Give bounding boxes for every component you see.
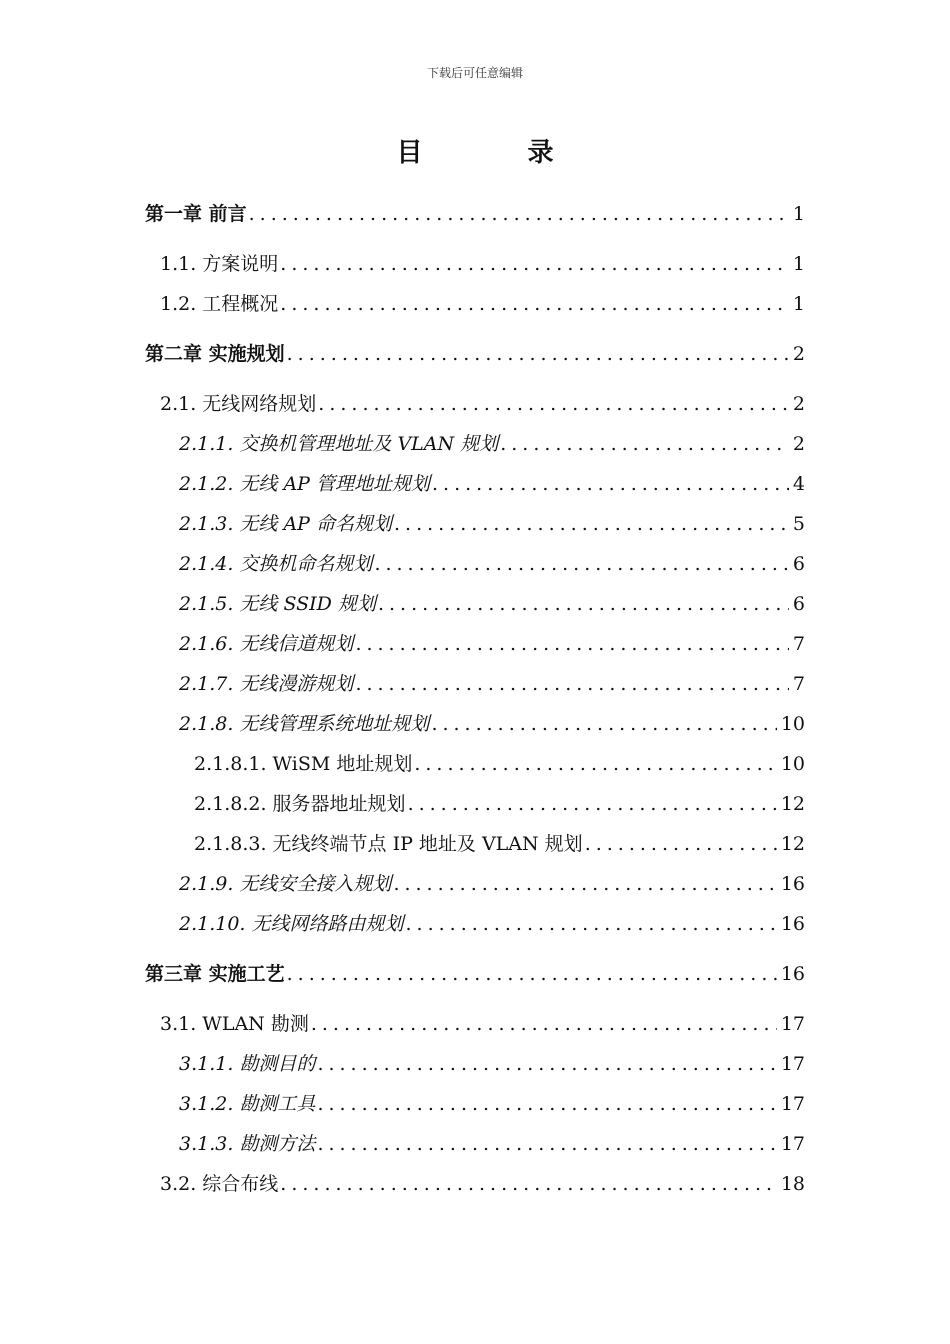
toc-dot-leader xyxy=(287,343,789,365)
toc-entry-label: 2.1.8.2. 服务器地址规划 xyxy=(194,793,406,815)
toc-entry[interactable] xyxy=(179,589,805,619)
toc-entry-label: 2.1.5. 无线 SSID 规划 xyxy=(179,593,376,615)
toc-page-number: 17 xyxy=(780,1013,805,1035)
toc-entry[interactable] xyxy=(194,789,805,819)
toc-dot-leader xyxy=(287,963,777,985)
toc-page-number: 1 xyxy=(792,253,805,275)
toc-chapter-entry[interactable] xyxy=(145,199,805,229)
page-title: 目 录 xyxy=(396,138,602,168)
toc-dot-leader xyxy=(378,593,789,615)
toc-dot-leader xyxy=(317,1093,776,1115)
toc-entry-label: 3.1.3. 勘测方法 xyxy=(179,1133,316,1155)
toc-entry-label: 2.1.1. 交换机管理地址及 VLAN 规划 xyxy=(179,433,499,455)
toc-page-number: 2 xyxy=(792,433,805,455)
toc-dot-leader xyxy=(414,753,776,775)
toc-entry[interactable] xyxy=(179,909,805,939)
toc-page-number: 12 xyxy=(780,793,805,815)
toc-entry[interactable] xyxy=(179,669,805,699)
toc-entry-label: 第三章 实施工艺 xyxy=(145,963,285,985)
toc-entry-label: 第二章 实施规划 xyxy=(145,343,285,365)
toc-dot-leader xyxy=(355,633,788,655)
toc-entry-label: 2.1.8.1. WiSM 地址规划 xyxy=(194,753,413,775)
toc-entry-label: 第一章 前言 xyxy=(145,203,247,225)
toc-entry[interactable] xyxy=(179,509,805,539)
toc-entry-label: 2.1.8. 无线管理系统地址规划 xyxy=(179,713,430,735)
toc-page-number: 10 xyxy=(780,713,805,735)
toc-chapter-entry[interactable] xyxy=(145,959,805,989)
toc-entry-label: 2.1.8.3. 无线终端节点 IP 地址及 VLAN 规划 xyxy=(194,833,583,855)
toc-entry[interactable] xyxy=(194,829,805,859)
toc-entry[interactable] xyxy=(179,1049,805,1079)
toc-entry[interactable] xyxy=(179,709,805,739)
toc-entry[interactable] xyxy=(179,429,805,459)
toc-entry-label: 3.2. 综合布线 xyxy=(160,1173,279,1195)
toc-entry-label: 3.1.1. 勘测目的 xyxy=(179,1053,316,1075)
toc-page-number: 16 xyxy=(780,913,805,935)
toc-entry-label: 2.1.3. 无线 AP 命名规划 xyxy=(179,513,393,535)
toc-entry[interactable] xyxy=(160,249,805,279)
toc-entry-label: 2.1.7. 无线漫游规划 xyxy=(179,673,354,695)
toc-page-number: 16 xyxy=(780,873,805,895)
toc-entry[interactable] xyxy=(179,629,805,659)
toc-dot-leader xyxy=(394,513,789,535)
toc-page-number: 17 xyxy=(780,1093,805,1115)
toc-entry[interactable] xyxy=(179,869,805,899)
toc-entry-label: 2.1.10. 无线网络路由规划 xyxy=(179,913,404,935)
toc-dot-leader xyxy=(406,913,777,935)
toc-dot-leader xyxy=(317,1053,776,1075)
toc-entry-label: 1.1. 方案说明 xyxy=(160,253,279,275)
page-header-note: 下载后可任意编辑 xyxy=(426,66,523,80)
toc-dot-leader xyxy=(585,833,777,855)
toc-page-number: 17 xyxy=(780,1133,805,1155)
toc-dot-leader xyxy=(355,673,788,695)
toc-entry[interactable] xyxy=(160,1009,805,1039)
toc-entry[interactable] xyxy=(179,1089,805,1119)
toc-entry-label: 3.1.2. 勘测工具 xyxy=(179,1093,316,1115)
toc-page-number: 7 xyxy=(792,633,805,655)
toc-page-number: 1 xyxy=(792,293,805,315)
toc-page-number: 6 xyxy=(792,553,805,575)
toc-dot-leader xyxy=(280,1173,777,1195)
toc-page-number: 1 xyxy=(792,203,805,225)
toc-dot-leader xyxy=(249,203,789,225)
toc-entry[interactable] xyxy=(179,1129,805,1159)
toc-page-number: 5 xyxy=(792,513,805,535)
toc-dot-leader xyxy=(280,253,789,275)
toc-dot-leader xyxy=(393,873,776,895)
toc-page-number: 2 xyxy=(792,343,805,365)
toc-page-number: 12 xyxy=(780,833,805,855)
toc-dot-leader xyxy=(311,1013,777,1035)
toc-page-number: 16 xyxy=(780,963,805,985)
toc-dot-leader xyxy=(317,1133,776,1155)
toc-page-number: 18 xyxy=(780,1173,805,1195)
toc-dot-leader xyxy=(432,473,789,495)
toc-dot-leader xyxy=(431,713,776,735)
toc-entry-label: 2.1.6. 无线信道规划 xyxy=(179,633,354,655)
toc-entry[interactable] xyxy=(160,389,805,419)
toc-entry[interactable] xyxy=(179,549,805,579)
toc-entry-label: 2.1.2. 无线 AP 管理地址规划 xyxy=(179,473,431,495)
toc-entry-label: 2.1.4. 交换机命名规划 xyxy=(179,553,373,575)
toc-dot-leader xyxy=(280,293,789,315)
toc-entry-label: 2.1. 无线网络规划 xyxy=(160,393,317,415)
toc-page-number: 4 xyxy=(792,473,805,495)
toc-page-number: 17 xyxy=(780,1053,805,1075)
toc-chapter-entry[interactable] xyxy=(145,339,805,369)
toc-page-number: 7 xyxy=(792,673,805,695)
toc-entry-label: 3.1. WLAN 勘测 xyxy=(160,1013,309,1035)
toc-entry-label: 1.2. 工程概况 xyxy=(160,293,279,315)
toc-page-number: 6 xyxy=(792,593,805,615)
toc-entry-label: 2.1.9. 无线安全接入规划 xyxy=(179,873,392,895)
toc-entry[interactable] xyxy=(194,749,805,779)
toc-page-number: 2 xyxy=(792,393,805,415)
toc-page-number: 10 xyxy=(780,753,805,775)
toc-entry[interactable] xyxy=(160,289,805,319)
toc-dot-leader xyxy=(408,793,777,815)
toc-entry[interactable] xyxy=(160,1169,805,1199)
toc-dot-leader xyxy=(500,433,789,455)
toc-dot-leader xyxy=(318,393,789,415)
toc-dot-leader xyxy=(374,553,788,575)
toc-entry[interactable] xyxy=(179,469,805,499)
